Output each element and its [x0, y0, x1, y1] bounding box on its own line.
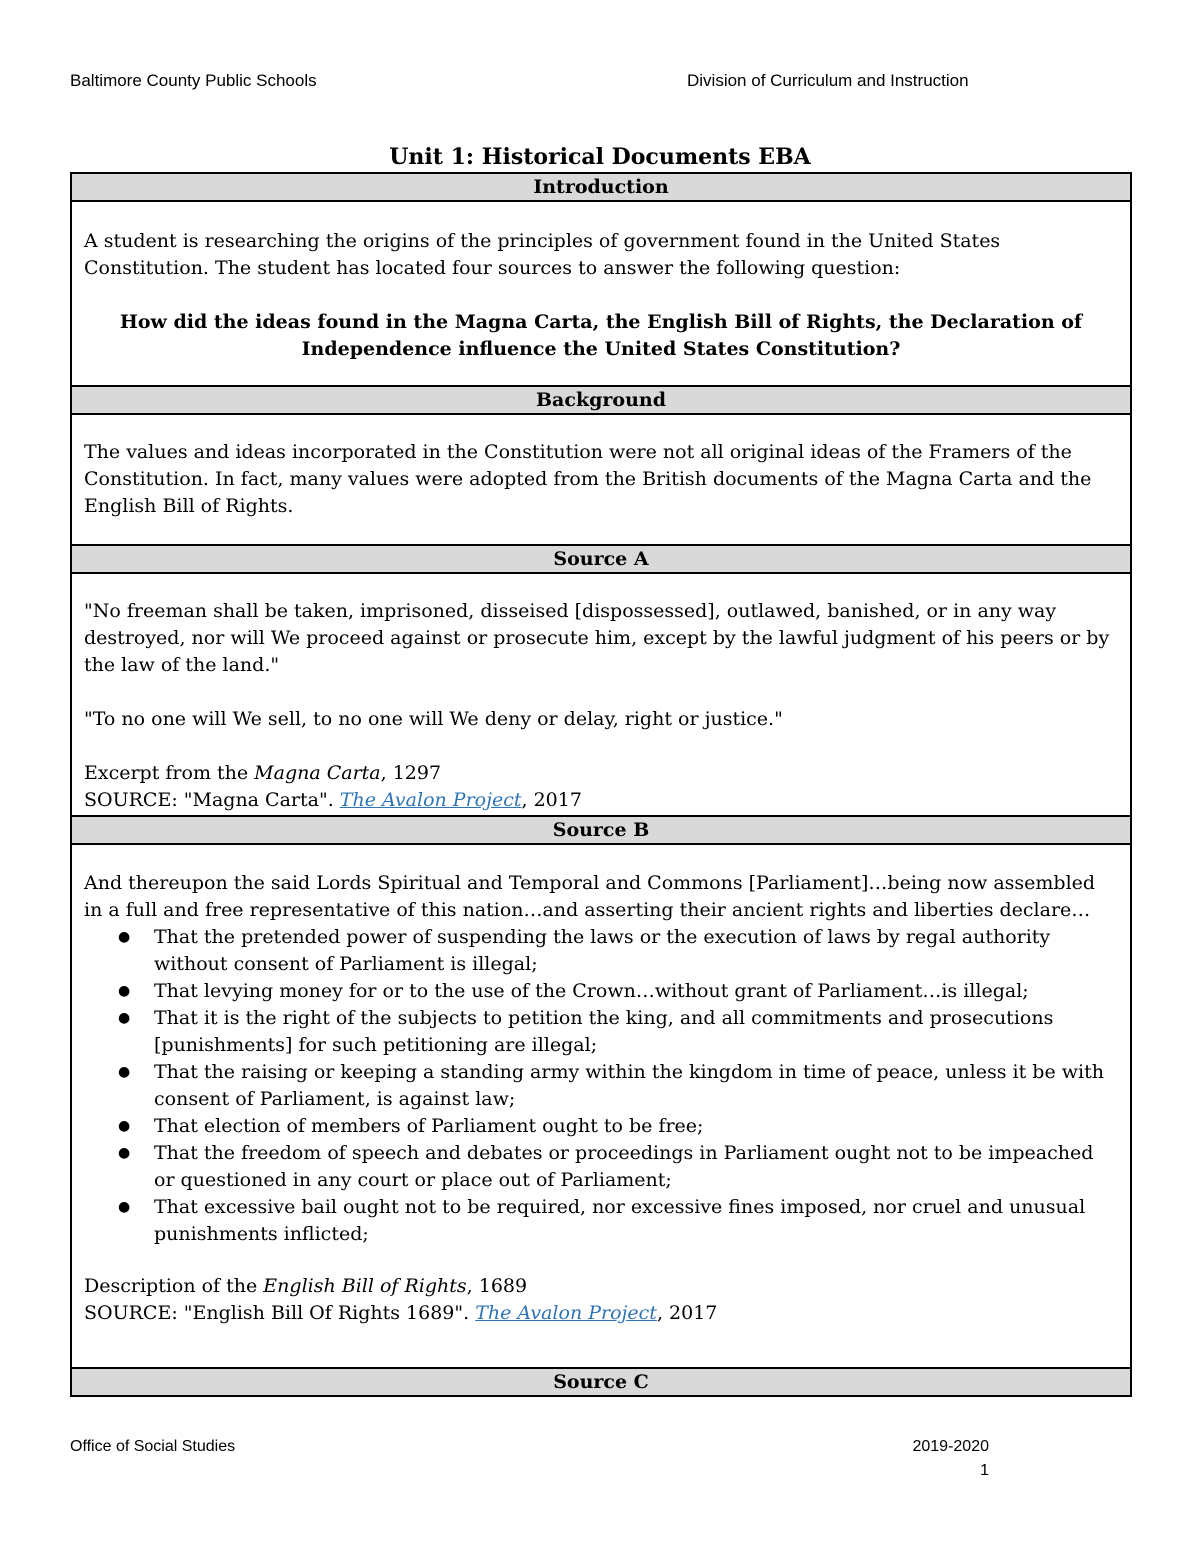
- excerpt-title: Magna Carta: [254, 762, 381, 784]
- citation-prefix: SOURCE: "Magna Carta".: [84, 789, 340, 811]
- citation-prefix: SOURCE: "English Bill Of Rights 1689".: [84, 1302, 476, 1324]
- list-item: ● That election of members of Parliament ought to be free;: [154, 1113, 1118, 1140]
- description-title: English Bill of Rights: [263, 1275, 467, 1297]
- excerpt-year: , 1297: [380, 762, 442, 784]
- source-c-heading: Source C: [70, 1367, 1132, 1397]
- introduction-body: [70, 202, 1132, 385]
- header-right: Division of Curriculum and Instruction: [687, 71, 969, 90]
- source-a-excerpt: [84, 760, 1118, 787]
- citation-year: , 2017: [521, 789, 582, 811]
- footer-office: Office of Social Studies: [70, 1438, 236, 1455]
- bill-of-rights-list: [84, 924, 1118, 1248]
- list-item: ● That levying money for or to the use of the Crown…without grant of Parliament…is illegal;: [154, 978, 1118, 1005]
- header-left: Baltimore County Public Schools: [70, 71, 317, 90]
- source-a-body: [70, 574, 1132, 815]
- excerpt-prefix: Excerpt from the: [84, 762, 255, 784]
- list-item: ● That the freedom of speech and debates or proceedings in Parliament ought not to be impeached or questioned in any court or place out of Parliament;: [154, 1140, 1118, 1194]
- list-item: ● That the pretended power of suspending the laws or the execution of laws by regal authority without consent of Parliament is illegal;: [154, 924, 1118, 978]
- page-title: Unit 1: Historical Documents EBA: [389, 144, 811, 170]
- citation-year: , 2017: [656, 1302, 718, 1324]
- avalon-project-link[interactable]: The Avalon Project: [475, 1302, 657, 1324]
- description-year: , 1689: [466, 1275, 528, 1297]
- background-text: The values and ideas incorporated in the Constitution were not all original ideas of the Framers of the Constitution. In fact, many values were adopted from the British documents of the Magna Carta and the English Bill of Rights.: [84, 441, 1092, 517]
- source-b-description: [84, 1273, 1118, 1300]
- source-a-heading: Source A: [70, 544, 1132, 574]
- source-b-citation: [84, 1300, 1118, 1327]
- description-prefix: Description of the: [84, 1275, 264, 1297]
- source-b-intro: And thereupon the said Lords Spiritual and Temporal and Commons [Parliament]…being now assembled in a full and free representative of this nation…and asserting their ancient rights and liberties declare…: [84, 872, 1096, 921]
- introduction-text: A student is researching the origins of the principles of government found in the United States Constitution. The student has located four sources to answer the following question:: [84, 230, 1001, 279]
- footer-year: 2019-2020: [912, 1438, 989, 1455]
- source-b-heading: Source B: [70, 815, 1132, 845]
- introduction-heading: Introduction: [70, 172, 1132, 202]
- source-a-citation: [84, 787, 1118, 814]
- background-body: [70, 415, 1132, 544]
- research-question: How did the ideas found in the Magna Carta, the English Bill of Rights, the Declaration of Independence influence the United States Constitution?: [119, 311, 1083, 360]
- source-b-body: [70, 845, 1132, 1367]
- page-number: 1: [980, 1462, 989, 1479]
- avalon-project-link[interactable]: The Avalon Project: [339, 789, 522, 811]
- background-heading: Background: [70, 385, 1132, 415]
- list-item: ● That excessive bail ought not to be required, nor excessive fines imposed, nor cruel and unusual punishments inflicted;: [154, 1194, 1118, 1248]
- source-a-quote-2: "To no one will We sell, to no one will We deny or delay, right or justice.": [84, 708, 783, 730]
- list-item: ● That the raising or keeping a standing army within the kingdom in time of peace, unless it be with consent of Parliament, is against law;: [154, 1059, 1118, 1113]
- source-a-quote-1: "No freeman shall be taken, imprisoned, disseised [dispossessed], outlawed, banished, or in any way destroyed, nor will We proceed against or prosecute him, except by the lawful judgment of his peers or by the law of the land.": [84, 600, 1110, 676]
- list-item: ● That it is the right of the subjects to petition the king, and all commitments and prosecutions [punishments] for such petitioning are illegal;: [154, 1005, 1118, 1059]
